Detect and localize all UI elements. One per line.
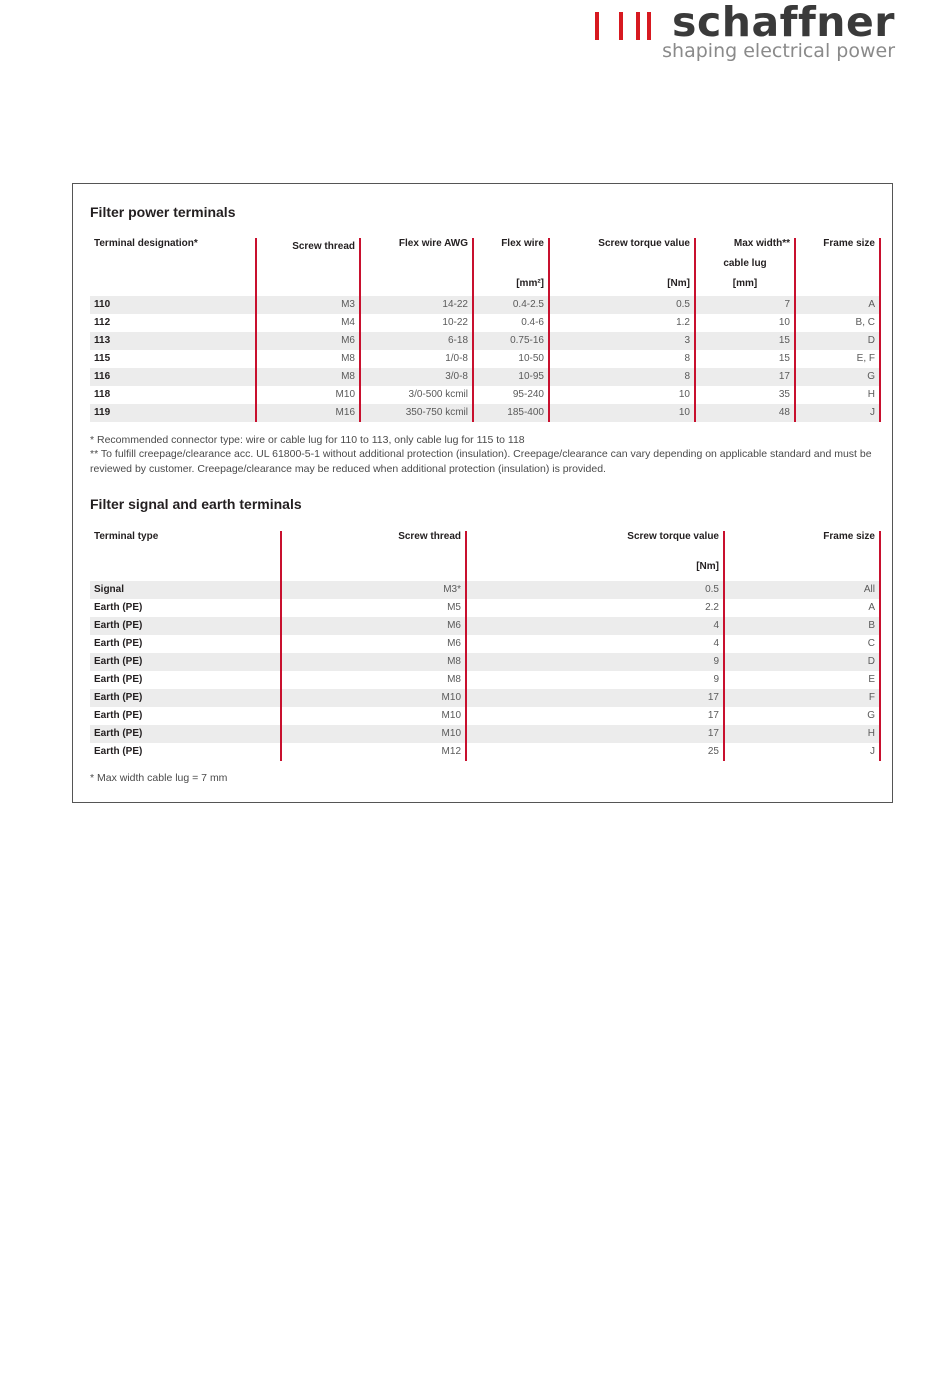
table-cell: 118: [90, 386, 256, 404]
table-cell: M10: [281, 707, 466, 725]
signal-footnote: * Max width cable lug = 7 mm: [90, 772, 228, 784]
table-cell: D: [724, 653, 880, 671]
table-row: [90, 599, 880, 617]
header-designation: Terminal designation*: [90, 238, 256, 258]
table-row: [90, 707, 880, 725]
table-cell: 119: [90, 404, 256, 422]
table-cell: 116: [90, 368, 256, 386]
table-cell: 4: [466, 617, 724, 635]
signal-terminals-table: [90, 531, 881, 761]
header-signal-screw-thread: Screw thread: [281, 531, 466, 561]
table-cell: B, C: [795, 314, 880, 332]
table-row: [90, 581, 880, 599]
header-max-width: Max width**: [695, 238, 795, 258]
table-cell: 14-22: [360, 296, 473, 314]
table-cell: Earth (PE): [90, 671, 281, 689]
table-cell: 48: [695, 404, 795, 422]
table-cell: M10: [281, 689, 466, 707]
table-cell: M12: [281, 743, 466, 761]
table-cell: Earth (PE): [90, 599, 281, 617]
power-footnote-1: * Recommended connector type: wire or cable lug for 110 to 113, only cable lug for 115 to 118: [90, 434, 525, 446]
table-row: [90, 743, 880, 761]
table-cell: M8: [256, 368, 360, 386]
table-cell: 17: [695, 368, 795, 386]
table-cell: 17: [466, 707, 724, 725]
table-cell: 3: [549, 332, 695, 350]
table-row: [90, 350, 880, 368]
table-cell: 10-50: [473, 350, 549, 368]
table-cell: M10: [281, 725, 466, 743]
table-cell: 2.2: [466, 599, 724, 617]
power-footnote-2: ** To fulfill creepage/clearance acc. UL 61800-5-1 without additional protection (insulation). Creepage/clearance can vary depending on applicable standard and must be reviewed by customer. Creepage/clearance may be reduced when additional protection (insulation) is provided.: [90, 448, 872, 475]
table-cell: F: [724, 689, 880, 707]
table-cell: 10-22: [360, 314, 473, 332]
table-cell: All: [724, 581, 880, 599]
table-cell: 8: [549, 350, 695, 368]
table-cell: M8: [256, 350, 360, 368]
table-row: [90, 296, 880, 314]
table-cell: 0.4-6: [473, 314, 549, 332]
table-cell: Earth (PE): [90, 743, 281, 761]
table-cell: C: [724, 635, 880, 653]
table-cell: 115: [90, 350, 256, 368]
table-cell: H: [795, 386, 880, 404]
table-cell: M3: [256, 296, 360, 314]
power-terminals-table: [90, 238, 881, 422]
table-cell: Earth (PE): [90, 635, 281, 653]
table-cell: 0.5: [466, 581, 724, 599]
header-terminal-type: Terminal type: [90, 531, 281, 561]
header-torque: Screw torque value: [549, 238, 695, 258]
table-cell: M4: [256, 314, 360, 332]
table-cell: M6: [281, 617, 466, 635]
table-cell: E: [724, 671, 880, 689]
header-max-width-line2: cable lug: [695, 258, 795, 278]
table-cell: Earth (PE): [90, 725, 281, 743]
table-cell: Signal: [90, 581, 281, 599]
terminals-panel: [72, 183, 893, 803]
table-row: [90, 332, 880, 350]
table-cell: 7: [695, 296, 795, 314]
table-cell: A: [724, 599, 880, 617]
table-cell: 10-95: [473, 368, 549, 386]
table-cell: Earth (PE): [90, 617, 281, 635]
unit-max-width: [mm]: [695, 278, 795, 296]
table-cell: M8: [281, 671, 466, 689]
table-cell: G: [795, 368, 880, 386]
table-cell: H: [724, 725, 880, 743]
table-row: [90, 689, 880, 707]
table-cell: 3/0-500 kcmil: [360, 386, 473, 404]
table-row: [90, 617, 880, 635]
table-cell: 17: [466, 689, 724, 707]
table-cell: M6: [281, 635, 466, 653]
table-cell: M5: [281, 599, 466, 617]
table-cell: 1/0-8: [360, 350, 473, 368]
table-cell: 0.4-2.5: [473, 296, 549, 314]
header-flex-wire: Flex wire: [473, 238, 549, 258]
table-cell: A: [795, 296, 880, 314]
table-cell: Earth (PE): [90, 689, 281, 707]
table-cell: 3/0-8: [360, 368, 473, 386]
table-row: [90, 725, 880, 743]
table-cell: 110: [90, 296, 256, 314]
table-cell: M16: [256, 404, 360, 422]
table-cell: 15: [695, 350, 795, 368]
table-cell: M3*: [281, 581, 466, 599]
unit-flex-wire: [mm²]: [473, 278, 549, 296]
unit-signal-torque: [Nm]: [466, 561, 724, 581]
header-signal-frame-size: Frame size: [724, 531, 880, 561]
table-cell: 10: [549, 386, 695, 404]
table-cell: 9: [466, 671, 724, 689]
table-row: [90, 653, 880, 671]
table-cell: 8: [549, 368, 695, 386]
table-cell: 0.5: [549, 296, 695, 314]
brand-tagline: shaping electrical power: [662, 40, 895, 62]
table-row: [90, 671, 880, 689]
header-screw-thread: Screw thread: [256, 238, 360, 258]
table-row: [90, 386, 880, 404]
table-cell: 0.75-16: [473, 332, 549, 350]
table-cell: M10: [256, 386, 360, 404]
table-cell: D: [795, 332, 880, 350]
table-cell: 9: [466, 653, 724, 671]
table-cell: 25: [466, 743, 724, 761]
table-cell: E, F: [795, 350, 880, 368]
table-cell: Earth (PE): [90, 653, 281, 671]
table-row: [90, 314, 880, 332]
table-cell: 10: [695, 314, 795, 332]
table-cell: 1.2: [549, 314, 695, 332]
table-cell: 185-400: [473, 404, 549, 422]
table-cell: 113: [90, 332, 256, 350]
header-frame-size: Frame size: [795, 238, 880, 258]
table-cell: 95-240: [473, 386, 549, 404]
power-terminals-title: Filter power terminals: [90, 204, 236, 220]
table-row: [90, 635, 880, 653]
table-cell: 35: [695, 386, 795, 404]
table-cell: B: [724, 617, 880, 635]
table-cell: M6: [256, 332, 360, 350]
table-cell: Earth (PE): [90, 707, 281, 725]
header-flex-awg: Flex wire AWG: [360, 238, 473, 258]
table-cell: 17: [466, 725, 724, 743]
schaffner-logo: [595, 0, 895, 66]
unit-torque: [Nm]: [549, 278, 695, 296]
header-signal-torque: Screw torque value: [466, 531, 724, 561]
table-cell: 112: [90, 314, 256, 332]
table-cell: M8: [281, 653, 466, 671]
brand-name: schaffner: [672, 0, 895, 46]
table-cell: 6-18: [360, 332, 473, 350]
table-cell: J: [795, 404, 880, 422]
table-row: [90, 368, 880, 386]
table-cell: G: [724, 707, 880, 725]
signal-terminals-title: Filter signal and earth terminals: [90, 496, 302, 512]
table-row: [90, 404, 880, 422]
table-cell: 10: [549, 404, 695, 422]
table-cell: 15: [695, 332, 795, 350]
table-cell: 4: [466, 635, 724, 653]
table-cell: 350-750 kcmil: [360, 404, 473, 422]
table-cell: J: [724, 743, 880, 761]
